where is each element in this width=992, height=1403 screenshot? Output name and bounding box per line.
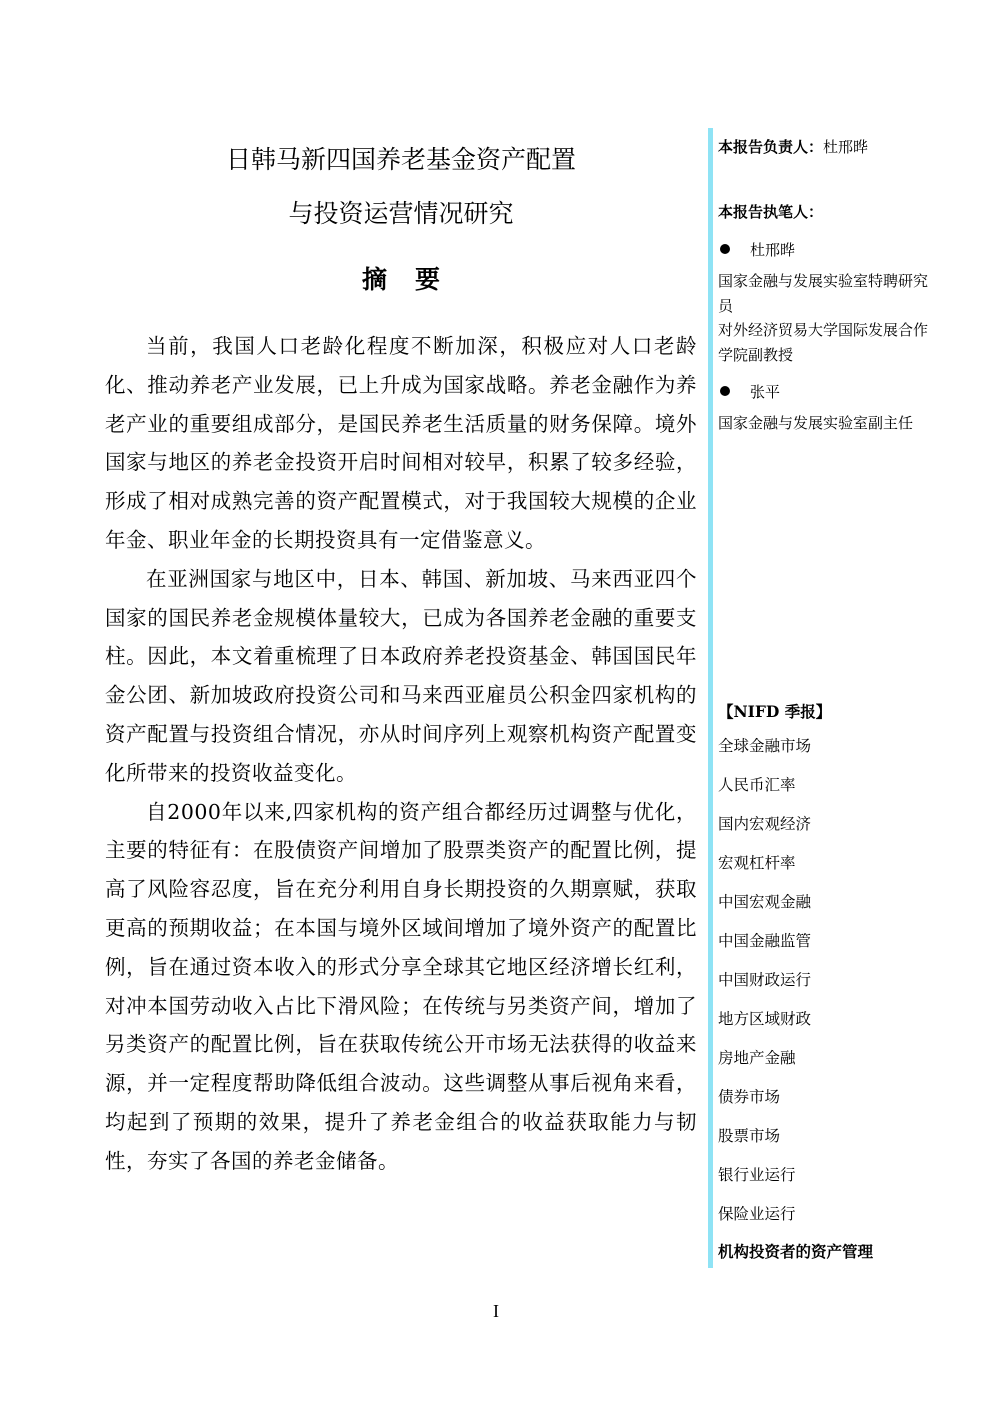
quarterly-item[interactable]: 宏观杠杆率: [718, 854, 796, 872]
writer-1-title-2: 对外经济贸易大学国际发展合作学院副教授: [718, 321, 929, 364]
bullet-icon: [720, 386, 730, 396]
abstract-paragraph-1: 当前，我国人口老龄化程度不断加深，积极应对人口老龄化、推动养老产业发展，已上升成为国家战略。养老金融作为养老产业的重要组成部分，是国民养老生活质量的财务保障。境外国家与地区的养老金投资开启时间相对较早，积累了较多经验，形成了相对成熟完善的资产配置模式，对于我国较大规模的企业年金、职业年金的长期投资具有一定借鉴意义。: [105, 334, 697, 552]
abstract-paragraph-2: 在亚洲国家与地区中，日本、韩国、新加坡、马来西亚四个国家的国民养老金规模体量较大，已成为各国养老金融的重要支柱。因此，本文着重梳理了日本政府养老投资基金、韩国国民年金公团、新加坡政府投资公司和马来西亚雇员公积金四家机构的资产配置与投资组合情况，亦从时间序列上观察机构资产配置变化所带来的投资收益变化。: [105, 566, 697, 785]
writer-2-name: 张平: [750, 383, 781, 401]
sidebar-divider: [708, 128, 713, 1268]
writer-2-title-1: 国家金融与发展实验室副主任: [718, 414, 914, 432]
writer-1-name: 杜邢晔: [750, 241, 796, 259]
writer-2-name-row: [718, 381, 780, 402]
report-lead-name: 杜邢晔: [823, 138, 869, 156]
quarterly-item[interactable]: 保险业运行: [718, 1205, 796, 1223]
abstract-body: [105, 327, 697, 1181]
quarterly-item[interactable]: 中国财政运行: [718, 971, 812, 989]
quarterly-item[interactable]: 股票市场: [718, 1127, 781, 1145]
writer-1-title-1: 国家金融与发展实验室特聘研究员: [718, 272, 929, 315]
report-lead-label: 本报告负责人：: [718, 138, 824, 156]
writer-1-name-row: [718, 239, 795, 260]
quarterly-item[interactable]: 银行业运行: [718, 1166, 796, 1184]
quarterly-item[interactable]: 房地产金融: [718, 1049, 796, 1067]
quarterly-item-current[interactable]: 机构投资者的资产管理: [718, 1242, 874, 1261]
report-lead: [718, 136, 868, 157]
quarterly-item[interactable]: 中国宏观金融: [718, 893, 812, 911]
quarterly-item[interactable]: 债券市场: [718, 1088, 781, 1106]
abstract-paragraph-3: 自2000年以来,四家机构的资产组合都经历过调整与优化，主要的特征有：在股债资产间增加了股票类资产的配置比例，提高了风险容忍度，旨在充分利用自身长期投资的久期禀赋，获取更高的预期收益；在本国与境外区域间增加了境外资产的配置比例，旨在通过资本收入的形式分享全球其它地区经济增长红利，对冲本国劳动收入占比下滑风险；在传统与另类资产间，增加了另类资产的配置比例，旨在获取传统公开市场无法获得的收益来源，并一定程度帮助降低组合波动。这些调整从事后视角来看，均起到了预期的效果，提升了养老金组合的收益获取能力与韧性，夯实了各国的养老金储备。: [105, 799, 697, 1173]
quarterly-item[interactable]: 地方区域财政: [718, 1010, 812, 1028]
report-writers-label: 本报告执笔人：: [718, 203, 824, 221]
quarterly-item[interactable]: 全球金融市场: [718, 737, 812, 755]
report-title-line-2: 与投资运营情况研究: [288, 199, 514, 228]
quarterly-heading: 【NIFD 季报】: [718, 702, 832, 721]
page-number: I: [493, 1301, 499, 1321]
quarterly-item[interactable]: 国内宏观经济: [718, 815, 812, 833]
report-title-line-1: 日韩马新四国养老基金资产配置: [225, 145, 576, 174]
quarterly-item[interactable]: 中国金融监管: [718, 932, 812, 950]
quarterly-item[interactable]: 人民币汇率: [718, 776, 796, 794]
bullet-icon: [720, 244, 730, 254]
abstract-heading: 摘要: [361, 265, 468, 294]
